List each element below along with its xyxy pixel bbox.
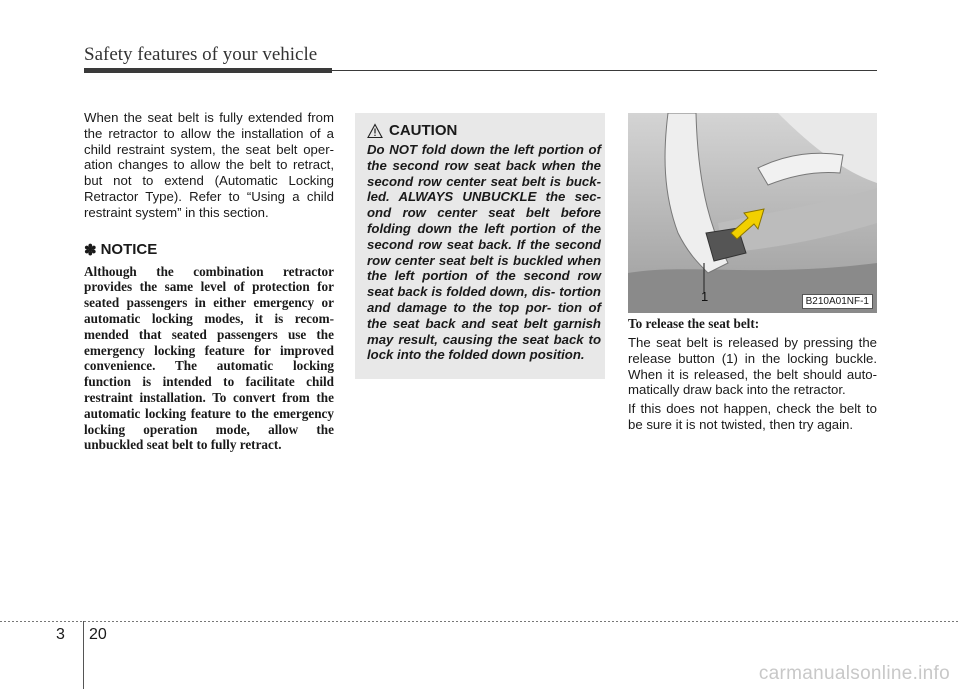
notice-body: Although the combination retractor provides the same level of protection for seated passengers in either emergency or automatic locking modes, it is recom- mended that seated passengers use the emergency locking feature for improved convenience. The automatic locking function is intended to facilitate child restraint installation. To convert from the automatic locking feature to the emergency locking operation mode, allow the unbuckled seat belt to fully retract. (84, 263, 334, 453)
seat-belt-release-figure (628, 113, 877, 313)
footer-rule (0, 621, 960, 622)
intro-paragraph: When the seat belt is fully extended from the retractor to allow the installation of a child restraint system, the seat belt oper- ation changes to allow the belt to retract, but not to extend (Automatic Locking Retractor Type). Refer to “Using a child restraint system” in this section. (84, 110, 334, 220)
footer-divider (83, 621, 84, 689)
page-number: 20 (89, 626, 107, 643)
left-column (84, 110, 334, 453)
notice-title: NOTICE (100, 241, 158, 259)
notice-heading (84, 241, 334, 259)
asterisk-icon: ✽ (84, 241, 97, 259)
caution-box (355, 113, 605, 379)
figure-label: B210A01NF-1 (802, 294, 873, 309)
caution-title: CAUTION (389, 122, 458, 139)
release-heading: To release the seat belt: (628, 316, 760, 331)
seat-belt-illustration (628, 113, 877, 313)
right-column (628, 316, 877, 433)
warning-triangle-icon (367, 123, 383, 139)
release-paragraph: The seat belt is released by pressing the release button (1) in the locking buckle. When it is released, the belt should auto- matically draw back into the retractor. (628, 335, 877, 398)
section-number: 3 (56, 626, 65, 643)
callout-1: 1 (701, 289, 709, 304)
caution-heading (367, 122, 457, 139)
watermark: carmanualsonline.info (758, 663, 950, 684)
header-rule-thin (332, 70, 877, 71)
caution-body: Do NOT fold down the left portion of the second row seat back when the second row center seat belt is buck- led. ALWAYS UNBUCKLE the sec- ond row center seat belt before folding down the left portion of the second row seat back. If the second row center seat belt is buckled when the left portion of the second row seat back is folded down, dis- tortion and damage to the top por- tion of the seat back and seat belt garnish may result, causing the seat back to lock into the folded down position. (367, 142, 601, 363)
page-header-title: Safety features of your vehicle (84, 44, 318, 65)
check-paragraph: If this does not happen, check the belt to be sure it is not twisted, then try again. (628, 401, 877, 432)
header-rule (84, 68, 332, 73)
